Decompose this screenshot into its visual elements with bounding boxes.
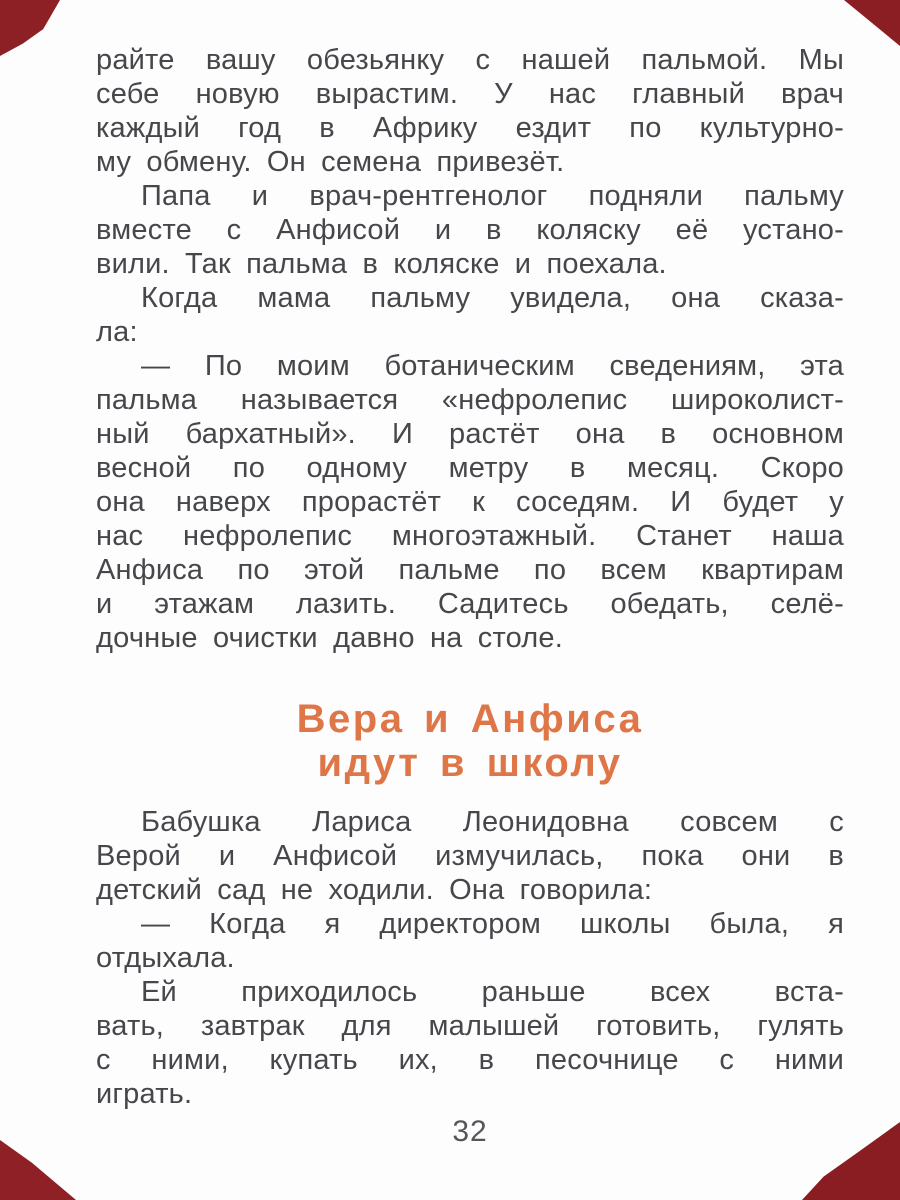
text-line: му обмену. Он семена привезёт. xyxy=(96,146,565,178)
chapter-heading-line-1: Вера и Анфиса xyxy=(296,697,644,741)
text-line: она наверх прорастёт к соседям. И будет у xyxy=(96,486,844,518)
text-line: райте вашу обезьянку с нашей пальмой. Мы xyxy=(96,44,844,76)
text-line: Когда мама пальму увидела, она сказа- xyxy=(141,282,844,314)
text-line: ла: xyxy=(96,316,138,348)
text-line: весной по одному метру в месяц. Скоро xyxy=(96,452,844,484)
text-line: — По моим ботаническим сведениям, эта xyxy=(141,350,844,382)
text-line: себе новую вырастим. У нас главный врач xyxy=(96,78,844,110)
text-line: каждый год в Африку ездит по культурно- xyxy=(96,112,844,144)
chapter-heading-line-2: идут в школу xyxy=(317,741,623,785)
story-text-block-1 xyxy=(96,43,844,655)
text-line: детский сад не ходили. Она говорила: xyxy=(96,874,653,906)
text-line: с ними, купать их, в песочнице с ними xyxy=(96,1044,844,1076)
text-line: Папа и врач-рентгенолог подняли пальму xyxy=(141,180,844,212)
text-line: ный бархатный». И растёт она в основном xyxy=(96,418,844,450)
text-line: пальма называется «нефролепис широколист- xyxy=(96,384,844,416)
text-line: Верой и Анфисой измучилась, пока они в xyxy=(96,840,844,872)
chapter-heading xyxy=(96,697,844,785)
text-line: вать, завтрак для малышей готовить, гулять xyxy=(96,1010,844,1042)
text-line: вили. Так пальма в коляске и поехала. xyxy=(96,248,667,280)
text-line: — Когда я директором школы была, я xyxy=(141,908,844,940)
red-cover-corner-top-left xyxy=(0,0,60,56)
text-line: отдыхала. xyxy=(96,942,235,974)
red-cover-corner-top-right xyxy=(844,0,900,46)
page-number: 32 xyxy=(452,1115,488,1148)
text-line: дочные очистки давно на столе. xyxy=(96,622,564,654)
text-line: Анфиса по этой пальме по всем квартирам xyxy=(96,554,844,586)
text-line: и этажам лазить. Садитесь обедать, селё- xyxy=(96,588,844,620)
text-line: нас нефролепис многоэтажный. Станет наша xyxy=(96,520,844,552)
story-text-block-2 xyxy=(96,805,844,1111)
text-line: играть. xyxy=(96,1078,193,1110)
text-line: вместе с Анфисой и в коляску её устано- xyxy=(96,214,844,246)
page-text xyxy=(96,43,844,1149)
text-line: Бабушка Лариса Леонидовна совсем с xyxy=(141,806,844,838)
red-cover-corner-bottom-left xyxy=(0,1140,76,1200)
text-line: Ей приходилось раньше всех вста- xyxy=(141,976,844,1008)
